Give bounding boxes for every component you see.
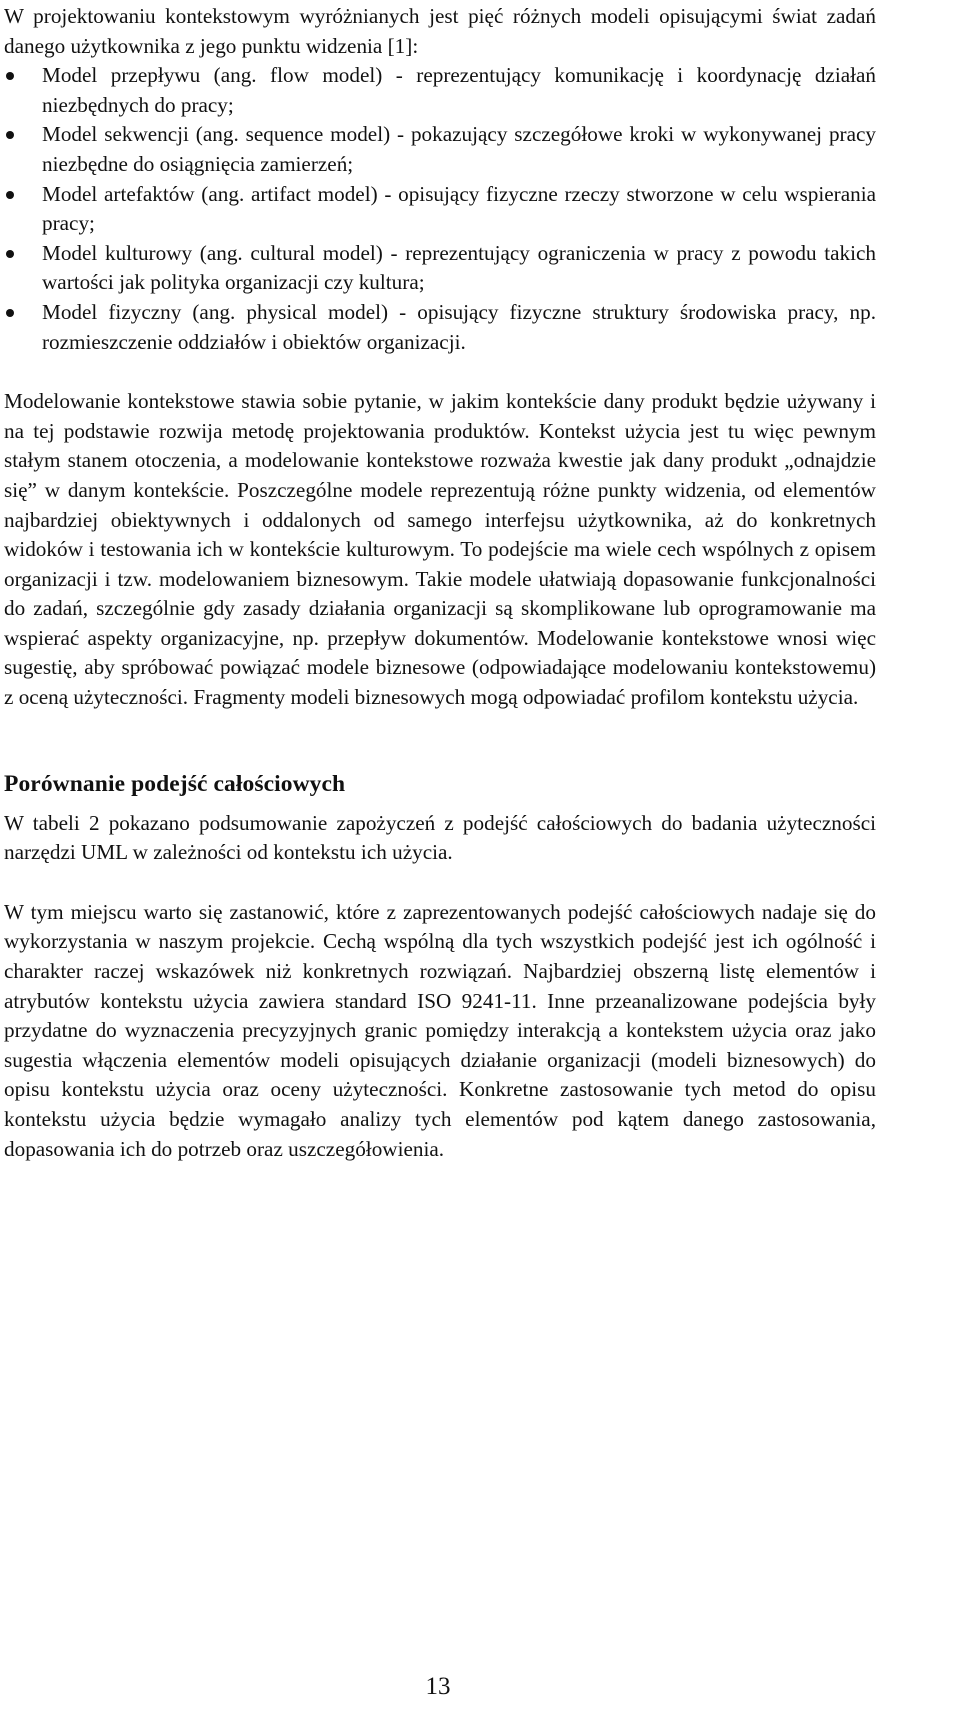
page-content <box>4 2 876 1164</box>
list-item <box>4 180 876 239</box>
list-item <box>4 239 876 298</box>
models-list <box>4 61 876 357</box>
list-item <box>4 120 876 179</box>
spacer <box>4 713 876 769</box>
bullet-icon <box>6 309 14 317</box>
list-item <box>4 61 876 120</box>
list-item-text: Model fizyczny (ang. physical model) - opisujący fizyczne struktury środowiska pracy, np. rozmieszczenie oddziałów i obiektów organizacji. <box>42 299 876 354</box>
list-item-text: Model artefaktów (ang. artifact model) - opisujący fizyczne rzeczy stworzone w celu wspierania pracy; <box>42 181 876 236</box>
bullet-icon <box>6 250 14 258</box>
list-item-text: Model kulturowy (ang. cultural model) - reprezentujący ograniczenia w pracy z powodu takich wartości jak polityka organizacji czy kultura; <box>42 240 876 295</box>
intro-paragraph: W projektowaniu kontekstowym wyróżnianych jest pięć różnych modeli opisującymi świat zadań danego użytkownika z jego punktu widzenia [1]: <box>4 4 876 58</box>
list-item-text: Model przepływu (ang. flow model) - reprezentujący komunikację i koordynację działań niezbędnych do pracy; <box>42 63 876 117</box>
list-item <box>4 298 876 357</box>
bullet-icon <box>6 131 14 139</box>
table-summary-paragraph: W tabeli 2 pokazano podsumowanie zapożyczeń z podejść całościowych do badania użyteczności narzędzi UML w zależności od kontekstu ich użycia. <box>4 810 876 865</box>
section-heading: Porównanie podejść całościowych <box>4 770 346 797</box>
spacer <box>4 799 876 809</box>
bullet-icon <box>6 191 14 199</box>
context-modeling-paragraph: Modelowanie kontekstowe stawia sobie pytanie, w jakim kontekście dany produkt będzie używany i na tej podstawie rozwija metodę projektowania produktów. Kontekst użycia jest tu więc pewnym stałym stanem otoczenia, a modelowanie kontekstowe rozważa kwestie jak dany produkt „odnajdzie się” w danym kontekście. Poszczególne modele reprezentują różne punkty widzenia, od elementów najbardziej obiektywnych i oddalonych od samego interfejsu użytkownika, aż do konkretnych widoków i testowania ich w kontekście kulturowym. To podejście ma wiele cech wspólnych z opisem organizacji i tzw. modelowaniem biznesowym. Takie modele ułatwiają dopasowanie funkcjonalności do zadań, szczególnie gdy zasady działania organizacji są skomplikowane lub oprogramowanie ma wspierać aspekty organizacyjne, np. przepływ dokumentów. Modelowanie kontekstowe wnosi więc sugestię, aby spróbować powiązać modele biznesowe (odpowiadające modelowaniu kontekstowemu) z oceną użyteczności. Fragmenty modeli biznesowych mogą odpowiadać profilom kontekstu użycia. <box>4 389 876 710</box>
conclusion-paragraph: W tym miejscu warto się zastanowić, które z zaprezentowanych podejść całościowych nadaje się do wykorzystania w naszym projekcie. Cechą wspólną dla tych wszystkich podejść jest ich ogólność i charakter raczej wskazówek niż konkretnych rozwiązań. Najbardziej obszerną listę elementów i atrybutów kontekstu użycia zawiera standard ISO 9241-11. Inne przeanalizowane podejścia były przydatne do wyznaczenia precyzyjnych granic pomiędzy interakcją a kontekstem użycia oraz jako sugestia włączenia elementów modeli opisujących działanie organizacji (modeli biznesowych) do opisu kontekstu użycia oraz oceny użyteczności. Konkretne zastosowanie tych metod do opisu kontekstu użycia będzie wymagało analizy tych elementów pod kątem danego zastosowania, dopasowania ich do potrzeb oraz uszczegółowienia. <box>4 899 876 1161</box>
list-item-text: Model sekwencji (ang. sequence model) - pokazujący szczegółowe kroki w wykonywanej pracy niezbędne do osiągnięcia zamierzeń; <box>42 122 876 176</box>
spacer <box>4 357 876 387</box>
page-number: 13 <box>425 1673 451 1700</box>
spacer <box>4 868 876 898</box>
bullet-icon <box>6 72 14 80</box>
